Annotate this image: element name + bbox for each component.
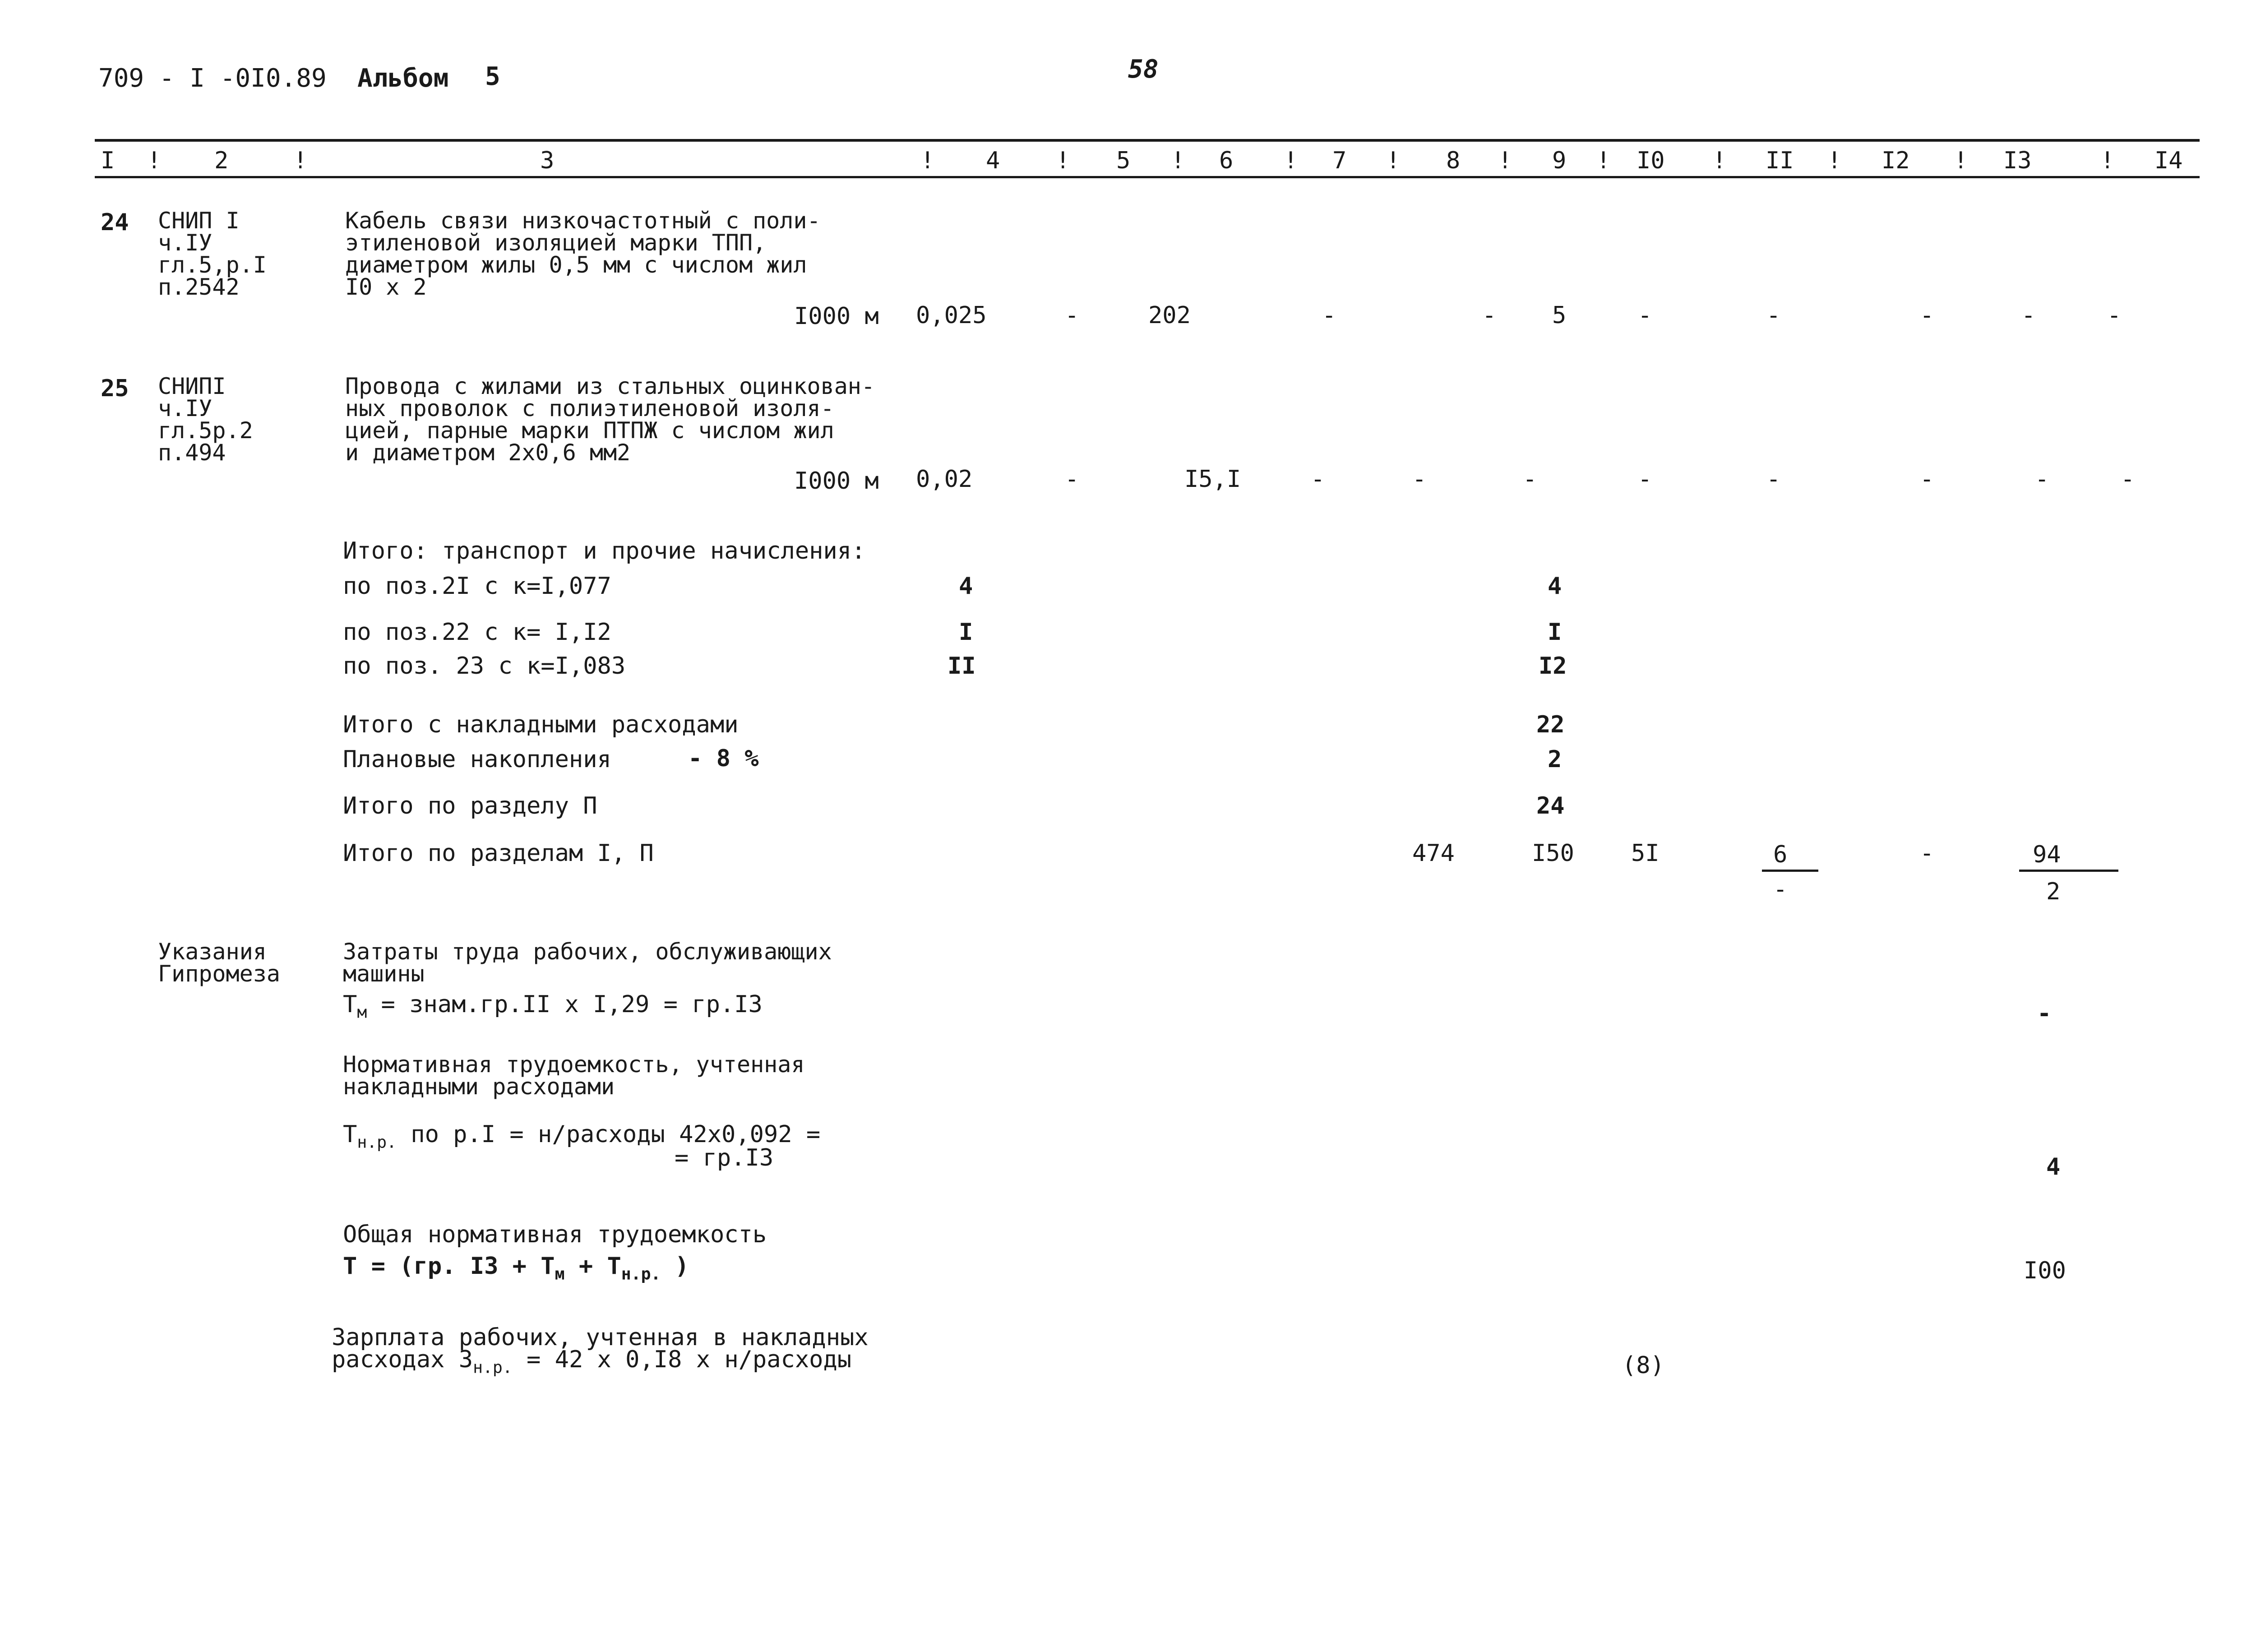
fraction-bar bbox=[2019, 870, 2118, 872]
total-norm-value: I00 bbox=[2024, 1257, 2066, 1284]
transport-title: Итого: транспорт и прочие начисления: bbox=[343, 537, 866, 565]
col-separator: ! bbox=[1386, 147, 1401, 174]
row-cell-4: 0,025 bbox=[916, 302, 987, 329]
total-line-c9: I bbox=[1548, 619, 1562, 646]
col-separator: ! bbox=[293, 147, 308, 174]
total-line-c9: 4 bbox=[1548, 573, 1562, 600]
row-cell-12: - bbox=[1920, 466, 1934, 493]
sections-c11-denominator: - bbox=[1773, 876, 1788, 903]
planned-label: Плановые накопления bbox=[343, 746, 611, 773]
doc-code: 709 - I -0I0.89 bbox=[98, 64, 327, 93]
wage-line-2: расходах $З_{н.р.} = 42$ x 0,I8 x н/расходы bbox=[332, 1346, 852, 1377]
col-separator: ! bbox=[1827, 147, 1842, 174]
col-separator: ! bbox=[2100, 147, 2115, 174]
sections-c10: 5I bbox=[1631, 840, 1660, 867]
col-header-13: I3 bbox=[2003, 147, 2032, 174]
sections-c12: - bbox=[1920, 840, 1934, 867]
total-line-c9: I2 bbox=[1539, 652, 1567, 680]
sections-c13-numerator: 94 bbox=[2033, 841, 2061, 868]
row-unit: I000 м bbox=[794, 303, 879, 330]
section2-label: Итого по разделу П bbox=[343, 792, 597, 819]
planned-percent: - 8 % bbox=[688, 745, 759, 772]
total-line-c4: II bbox=[948, 652, 976, 680]
wage-value: (8) bbox=[1622, 1352, 1664, 1379]
col-separator: ! bbox=[1171, 147, 1185, 174]
col-separator: ! bbox=[1954, 147, 1968, 174]
row-source: СНИПI ч.IУ гл.5р.2 п.494 bbox=[158, 373, 253, 466]
row-cell-10: - bbox=[1638, 302, 1652, 329]
overhead-value: 22 bbox=[1536, 711, 1565, 738]
album-label: Альбом bbox=[357, 64, 449, 93]
row-cell-9: - bbox=[1523, 466, 1537, 493]
row-cell-5: - bbox=[1065, 466, 1079, 493]
col-header-14: I4 bbox=[2154, 147, 2183, 174]
total-norm-title: Общая нормативная трудоемкость bbox=[343, 1221, 767, 1248]
fraction-bar bbox=[1762, 870, 1818, 872]
row-source: СНИП I ч.IУ гл.5,р.I п.2542 bbox=[158, 208, 267, 300]
col-header-5: 5 bbox=[1116, 147, 1131, 174]
overhead-label: Итого с накладными расходами bbox=[343, 711, 739, 738]
row-cell-8: - bbox=[1482, 302, 1497, 329]
album-number: 5 bbox=[485, 62, 500, 91]
col-separator: ! bbox=[920, 147, 935, 174]
col-header-7: 7 bbox=[1332, 147, 1347, 174]
labor-formula: $Т_м$ = знам.гр.II x I,29 = гр.I3 bbox=[343, 991, 763, 1022]
row-position: 24 bbox=[101, 209, 129, 236]
row-cell-11: - bbox=[1766, 302, 1781, 329]
norm-value: 4 bbox=[2046, 1153, 2061, 1180]
col-separator: ! bbox=[147, 147, 162, 174]
norm-formula-line2: = гр.I3 bbox=[675, 1144, 774, 1171]
row-cell-7: - bbox=[1322, 302, 1336, 329]
norm-formula: $Т_{н.р.}$ по р.I = н/расходы 42x0,092 = bbox=[343, 1121, 821, 1152]
header-top-rule bbox=[95, 139, 2200, 142]
col-header-9: 9 bbox=[1552, 147, 1567, 174]
sections-label: Итого по разделам I, П bbox=[343, 840, 654, 867]
col-separator: ! bbox=[1596, 147, 1611, 174]
labor-title: Затраты труда рабочих, обслуживающих машины bbox=[343, 939, 832, 987]
row-description: Кабель связи низкочастотный с поли- этиленовой изоляцией марки ТПП, диаметром жилы 0,5 мм с числом жил I0 x 2 bbox=[345, 208, 821, 300]
total-line-c4: I bbox=[959, 619, 973, 646]
col-header-8: 8 bbox=[1446, 147, 1461, 174]
row-cell-8: - bbox=[1412, 466, 1427, 493]
row-cell-6: 202 bbox=[1148, 302, 1191, 329]
section2-value: 24 bbox=[1536, 792, 1565, 819]
col-header-6: 6 bbox=[1219, 147, 1234, 174]
col-separator: ! bbox=[1498, 147, 1512, 174]
row-cell-5: - bbox=[1065, 302, 1079, 329]
sections-c8: 474 bbox=[1412, 840, 1455, 867]
sections-c13-denominator: 2 bbox=[2046, 878, 2061, 905]
col-separator: ! bbox=[1284, 147, 1298, 174]
notes-source: Указания Гипромеза bbox=[158, 939, 280, 987]
total-line-c4: 4 bbox=[959, 573, 973, 600]
row-unit: I000 м bbox=[794, 467, 879, 495]
col-separator: ! bbox=[1056, 147, 1070, 174]
row-cell-13: - bbox=[2035, 466, 2049, 493]
col-header-4: 4 bbox=[986, 147, 1000, 174]
col-header-10: I0 bbox=[1637, 147, 1665, 174]
total-line-label: по поз. 23 с к=I,083 bbox=[343, 652, 626, 680]
row-cell-13: - bbox=[2021, 302, 2036, 329]
row-cell-6: I5,I bbox=[1184, 466, 1241, 493]
col-header-2: 2 bbox=[214, 147, 229, 174]
header-bottom-rule bbox=[95, 176, 2200, 178]
row-cell-11: - bbox=[1766, 466, 1781, 493]
labor-value: - bbox=[2037, 1000, 2052, 1027]
planned-value: 2 bbox=[1548, 746, 1562, 773]
total-line-label: по поз.2I с к=I,077 bbox=[343, 573, 611, 600]
col-header-3: 3 bbox=[540, 147, 555, 174]
row-description: Провода с жилами из стальных оцинкован- ных проволок с полиэтиленовой изоля- цией, парные марки ПТПЖ с числом жил и диаметром 2x0,6 мм2 bbox=[345, 373, 875, 466]
col-header-11: II bbox=[1766, 147, 1794, 174]
row-cell-4: 0,02 bbox=[916, 466, 973, 493]
row-cell-14: - bbox=[2107, 302, 2122, 329]
total-norm-formula: Т = (гр. $I3 + Т_м + Т_{н.р.}$ ) bbox=[343, 1253, 689, 1284]
row-cell-12: - bbox=[1920, 302, 1934, 329]
row-cell-10: - bbox=[1638, 466, 1652, 493]
wage-line-1: Зарплата рабочих, учтенная в накладных bbox=[332, 1324, 869, 1351]
row-position: 25 bbox=[101, 375, 129, 402]
row-cell-7: - bbox=[1311, 466, 1325, 493]
sections-c11-numerator: 6 bbox=[1773, 841, 1788, 868]
col-header-12: I2 bbox=[1882, 147, 1910, 174]
total-line-label: по поз.22 с к= I,I2 bbox=[343, 619, 611, 646]
sections-c9: I50 bbox=[1532, 840, 1574, 867]
row-cell-14: - bbox=[2121, 466, 2135, 493]
row-cell-9: 5 bbox=[1552, 302, 1567, 329]
col-header-1: I bbox=[101, 147, 115, 174]
page-number: 58 bbox=[1128, 55, 1159, 84]
col-separator: ! bbox=[1712, 147, 1727, 174]
norm-title: Нормативная трудоемкость, учтенная накладными расходами bbox=[343, 1051, 805, 1100]
